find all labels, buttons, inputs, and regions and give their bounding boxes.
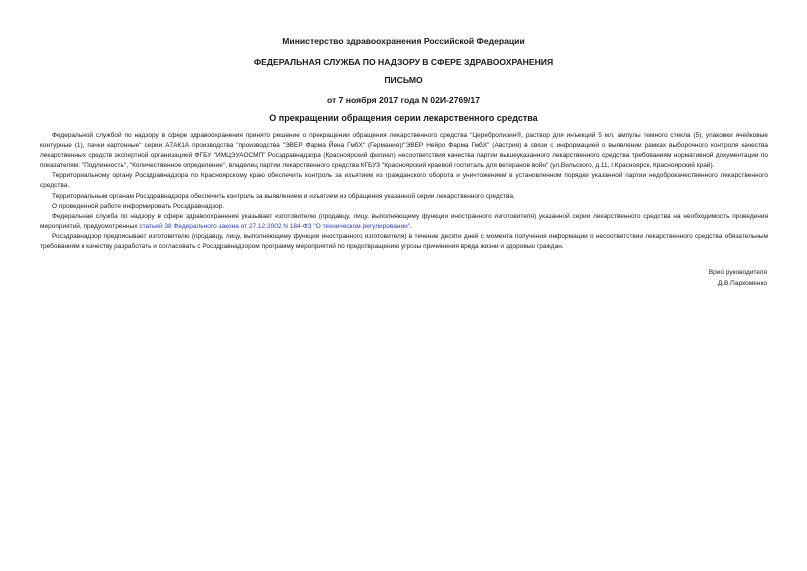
letter-body (40, 131, 768, 252)
paragraph-territorial-bodies: Территориальным органам Росздравнадзора обеспечить контроль за выявлением и изъятием из обращения указанной серии лекарственного средства. (52, 192, 515, 200)
paragraph-manufacturer-measures (40, 212, 768, 232)
paragraph-report: О проведенной работе информировать Росздравнадзор. (52, 202, 225, 210)
ministry-heading: Министерство здравоохранения Российской Федерации (282, 36, 525, 46)
paragraph-regional-control: Территориальному органу Росздравнадзора по Красноярскому краю обеспечить контроль за изъятием из гражданского оборота и уничтожением в установленном порядке указанной партии недоброкачественного лекарственного средства. (40, 172, 768, 190)
paragraph-prescription: Росздравнадзор предписывает изготовителю (продавцу, лицу, выполняющему функции иностранного изготовителя) в течение десяти дней с момента получения информации о несоответствии лекарственного средства обязательным требованиям к качеству разработать и согласовать с Росздравнадзором программу мероприятий по предотвращению угрозы причинения вреда жизни и здоровью граждан. (40, 232, 768, 251)
signature-name: Д.В.Пархоменко (717, 280, 767, 287)
date-number-heading: от 7 ноября 2017 года N 02И-2769/17 (327, 95, 480, 105)
paragraph-manufacturer-end: . (410, 222, 412, 230)
doc-type-heading: ПИСЬМО (384, 75, 423, 85)
service-heading: ФЕДЕРАЛЬНАЯ СЛУЖБА ПО НАДЗОРУ В СФЕРЕ ЗДРАВООХРАНЕНИЯ (253, 57, 554, 67)
signature-title: Врио руководителя (708, 269, 767, 276)
paragraph-decision: Федеральной службой по надзору в сфере здравоохранения принято решение о прекращении обращения лекарственного средства "Церебролизин®, раствор для инъекций 5 мл, ампулы темного стекла (5), упаковки ячейковые контурные (1), пачки картонные" серии А7АК1А производства "производства "ЭВЕР Фарма Йена ГмбХ" (Германия)/"ЭВЕР Нейро Фарма ГмбХ" (Австрия) в связи с информацией о выявлении рамках выборочного контроля качества лекарственных средств экспертной организацией ФГБУ "ИМЦЭУАОСМП" Росздравнадзора (Красноярский филиал) несоответствия качества партии вышеуказанного лекарственного средства требованиям нормативной документации по показателям: "Подлинность", "Количественное определение", владелец партии лекарственного средства КГБУЗ "Красноярский краевой госпиталь для ветеранов войн" (ул.Вильского, д.11, г.Красноярск, Красноярский край). (40, 132, 768, 170)
paragraph-manufacturer-text: Федеральная служба по надзору в сфере здравоохранения указывает изготовителю (продавцу, лицу, выполняющему функции иностранного изготовителя) указанной серии лекарственного средства на необходимость проведения мероприятий, предусмотренных (40, 212, 768, 230)
subject-heading: О прекращении обращения серии лекарственного средства (269, 113, 538, 123)
law-article-link[interactable]: статьей 38 Федерального закона от 27.12.2002 N 184-ФЗ "О техническом регулировании" (139, 222, 411, 230)
